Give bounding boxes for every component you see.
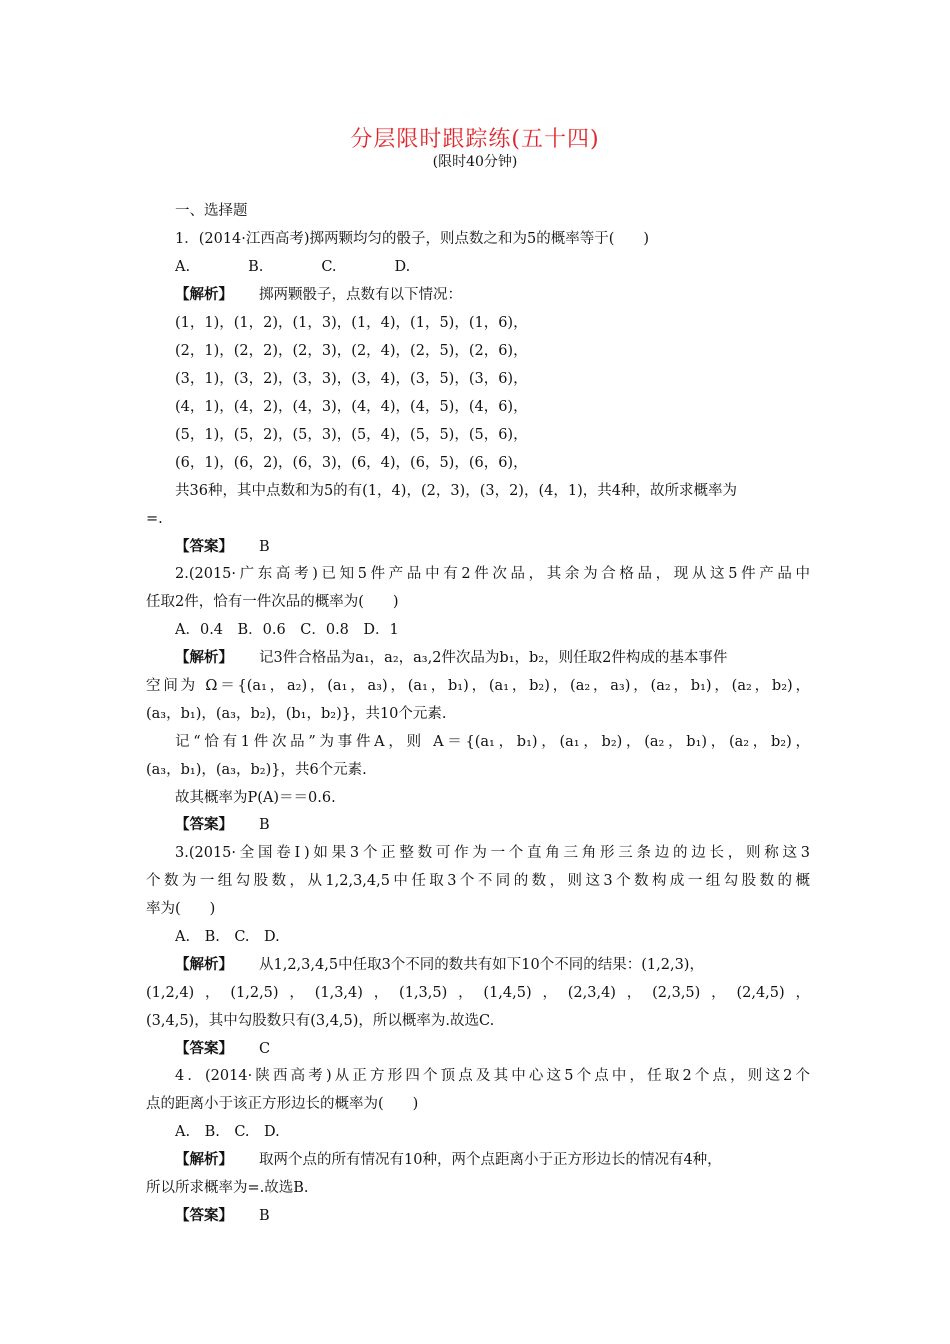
outcome-row: (2，1)，(2，2)，(2，3)，(2，4)，(2，5)，(2，6)， <box>175 343 528 359</box>
text-line: (a₃，b₁)，(a₃，b₂)}，共6个元素. <box>146 762 367 778</box>
answer-tag: 【答案】 <box>175 1040 233 1057</box>
text-line: 记“恰有1件次品”为事件A，则 A＝{(a₁，b₁)，(a₁，b₂)，(a₂，b₁)，(a₂，b₂)， <box>175 734 810 750</box>
question-4-analysis: 【解析】 取两个点的所有情况有10种，两个点距离小于正方形边长的情况有4种， <box>175 1151 722 1168</box>
text-line: 率为( ) <box>146 901 216 917</box>
outcome-row: (4，1)，(4，2)，(4，3)，(4，4)，(4，5)，(4，6)， <box>175 399 528 415</box>
question-4: 4．(2014·陕西高考)从正方形四个顶点及其中心这5个点中，任取2个点，则这2个 <box>175 1068 810 1084</box>
text-line: 故其概率为P(A)＝＝0.6. <box>175 790 336 806</box>
analysis-tag: 【解析】 <box>175 649 233 666</box>
text-line: =. <box>146 511 163 527</box>
answer-tag: 【答案】 <box>175 538 233 555</box>
text-line: (3,4,5)，其中勾股数只有(3,4,5)，所以概率为.故选C. <box>146 1013 495 1029</box>
text-line: (1,2,4)，(1,2,5)，(1,3,4)，(1,3,5)，(1,4,5)，(2,3,4)，(2,3,5)，(2,4,5)， <box>146 985 810 1001</box>
page-subtitle: (限时40分钟) <box>432 154 518 170</box>
outcome-row: (5，1)，(5，2)，(5，3)，(5，4)，(5，5)，(5，6)， <box>175 427 528 443</box>
question-1: 1．(2014·江西高考)掷两颗均匀的骰子，则点数之和为5的概率等于( ) <box>175 231 650 247</box>
outcome-row: (6，1)，(6，2)，(6，3)，(6，4)，(6，5)，(6，6)， <box>175 455 528 471</box>
question-3: 3.(2015·全国卷Ⅰ)如果3个正整数可作为一个直角三角形三条边的边长，则称这3 <box>175 845 810 861</box>
page-title: 分层限时跟踪练(五十四) <box>350 127 600 152</box>
question-4-answer: 【答案】 B <box>175 1207 270 1224</box>
outcome-row: (1，1)，(1，2)，(1，3)，(1，4)，(1，5)，(1，6)， <box>175 315 528 331</box>
analysis-tag: 【解析】 <box>175 286 233 303</box>
question-2: 2.(2015·广东高考)已知5件产品中有2件次品，其余为合格品，现从这5件产品中 <box>175 566 810 582</box>
text-line: 共36种，其中点数和为5的有(1，4)，(2，3)，(3，2)，(4，1)，共4种，故所求概率为 <box>175 483 737 499</box>
text-line: 空间为 Ω＝{(a₁，a₂)，(a₁，a₃)，(a₁，b₁)，(a₁，b₂)，(a₂，a₃)，(a₂，b₁)，(a₂，b₂)， <box>146 678 810 694</box>
question-1-answer: 【答案】 B <box>175 538 270 555</box>
answer-tag: 【答案】 <box>175 1207 233 1224</box>
question-3-options: A. B. C. D. <box>175 929 280 945</box>
text-line: 所以所求概率为=.故选B. <box>146 1180 309 1196</box>
question-2-analysis: 【解析】 记3件合格品为a₁，a₂，a₃,2件次品为b₁，b₂，则任取2件构成的基本事件 <box>175 649 728 666</box>
text-line: 点的距离小于该正方形边长的概率为( ) <box>146 1096 419 1112</box>
question-4-options: A. B. C. D. <box>175 1124 280 1140</box>
text-line: (a₃，b₁)，(a₃，b₂)，(b₁，b₂)}，共10个元素. <box>146 706 447 722</box>
question-3-analysis: 【解析】 从1,2,3,4,5中任取3个不同的数共有如下10个不同的结果：(1,2,3)， <box>175 956 704 973</box>
outcome-row: (3，1)，(3，2)，(3，3)，(3，4)，(3，5)，(3，6)， <box>175 371 528 387</box>
analysis-tag: 【解析】 <box>175 1151 233 1168</box>
question-2-options: A．0.4 B．0.6 C．0.8 D．1 <box>175 622 399 638</box>
question-2-answer: 【答案】 B <box>175 816 270 833</box>
answer-tag: 【答案】 <box>175 816 233 833</box>
question-1-analysis: 【解析】 掷两颗骰子，点数有以下情况： <box>175 286 462 303</box>
text-line: 任取2件，恰有一件次品的概率为( ) <box>146 594 399 610</box>
question-3-answer: 【答案】 C <box>175 1040 271 1057</box>
text-line: 个数为一组勾股数，从1,2,3,4,5中任取3个不同的数，则这3个数构成一组勾股数的概 <box>146 873 810 889</box>
question-1-options: A. B. C. D. <box>175 259 411 275</box>
section-heading: 一、选择题 <box>175 203 248 219</box>
analysis-tag: 【解析】 <box>175 956 233 973</box>
